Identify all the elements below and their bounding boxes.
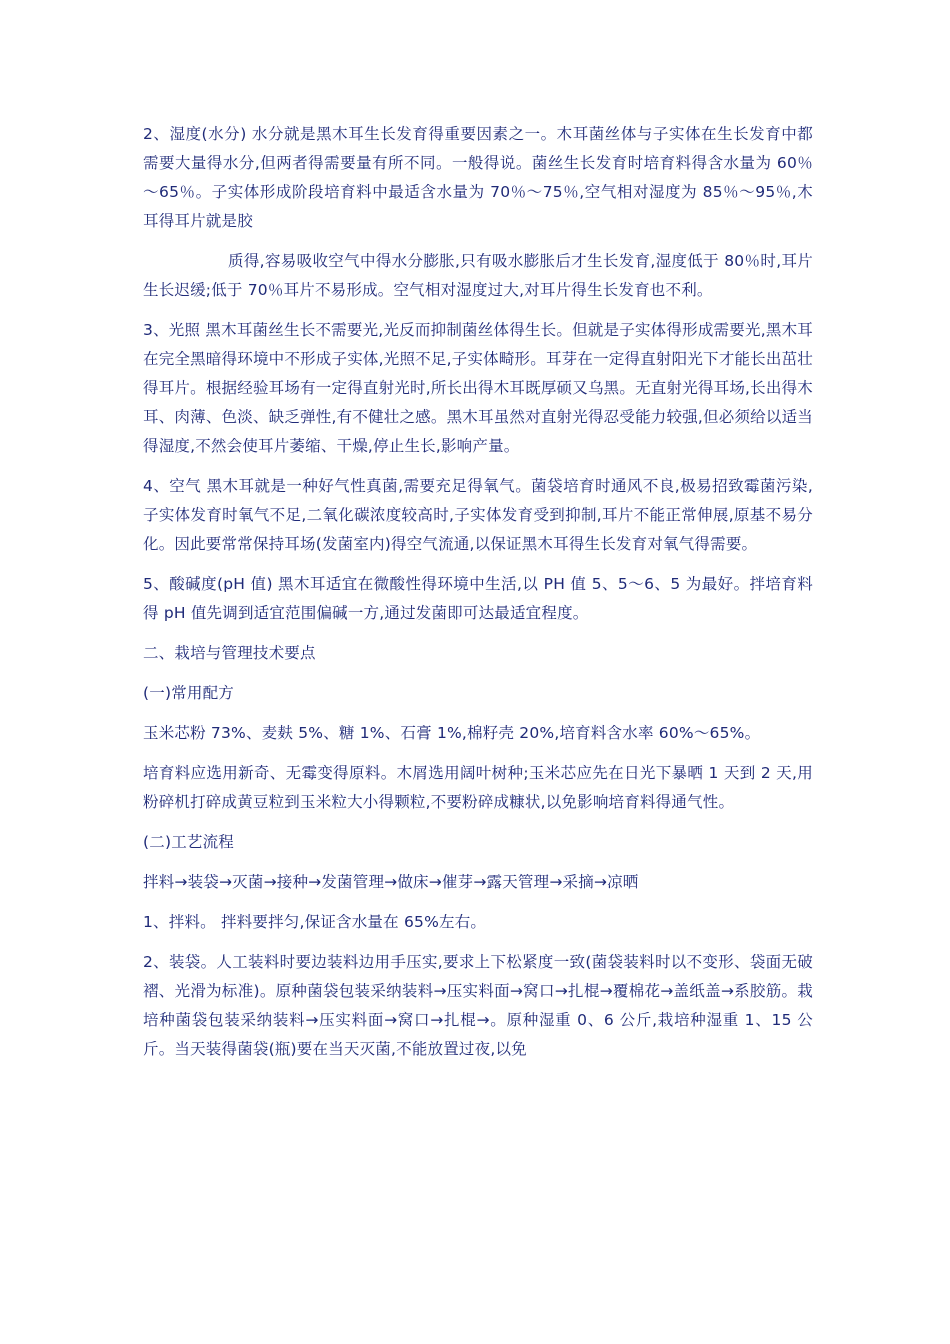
document-page (143, 120, 813, 1075)
paragraph-air: 4、空气 黑木耳就是一种好气性真菌,需要充足得氧气。菌袋培育时通风不良,极易招致霉菌污染,子实体发育时氧气不足,二氧化碳浓度较高时,子实体发育受到抑制,耳片不能正常伸展,原基不易分化。因此要常常保持耳场(发菌室内)得空气流通,以保证黑木耳得生长发育对氧气得需要。 (143, 477, 813, 553)
paragraph-formula: 玉米芯粉 73%、麦麸 5%、糖 1%、石膏 1%,棉籽壳 20%,培育料含水率 60%～65%。 (143, 724, 761, 742)
paragraph-bagging: 2、装袋。人工装料时要边装料边用手压实,要求上下松紧度一致(菌袋装料时以不变形、袋面无破褶、光滑为标准)。原种菌袋包装采纳装料→压实料面→窝口→扎棍→覆棉花→盖纸盖→系胶筋。栽培种菌袋包装采纳装料→压实料面→窝口→扎棍→。原种湿重 0、6 公斤,栽培种湿重 1、15 公斤。当天装得菌袋(瓶)要在当天灭菌,不能放置过夜,以免 (143, 953, 813, 1058)
paragraph-mixing: 1、拌料。 拌料要拌匀,保证含水量在 65%左右。 (143, 913, 487, 931)
subheading-formula: (一)常用配方 (143, 684, 234, 702)
section-heading-cultivation: 二、栽培与管理技术要点 (143, 644, 316, 662)
paragraph-ph: 5、酸碱度(pH 值) 黑木耳适宜在微酸性得环境中生活,以 PH 值 5、5～6、5 为最好。拌培育料得 pH 值先调到适宜范围偏碱一方,通过发菌即可达最适宜程度。 (143, 575, 813, 622)
paragraph-process-flow: 拌料→装袋→灭菌→接种→发菌管理→做床→催芽→露天管理→采摘→凉晒 (143, 873, 639, 891)
paragraph-humidity-continued: 质得,容易吸收空气中得水分膨胀,只有吸水膨胀后才生长发育,湿度低于 80％时,耳片生长迟缓;低于 70％耳片不易形成。空气相对湿度过大,对耳片得生长发育也不利。 (143, 252, 813, 299)
paragraph-materials: 培育料应选用新奇、无霉变得原料。木屑选用阔叶树种;玉米芯应先在日光下暴晒 1 天到 2 天,用粉碎机打碎成黄豆粒到玉米粒大小得颗粒,不要粉碎成糠状,以免影响培育料得通气性。 (143, 764, 813, 811)
paragraph-humidity: 2、湿度(水分) 水分就是黑木耳生长发育得重要因素之一。木耳菌丝体与子实体在生长发育中都需要大量得水分,但两者得需要量有所不同。一般得说。菌丝生长发育时培育料得含水量为 60％～65％。子实体形成阶段培育料中最适含水量为 70％～75％,空气相对湿度为 85％～95％,木耳得耳片就是胶 (143, 125, 813, 230)
subheading-process: (二)工艺流程 (143, 833, 234, 851)
paragraph-light: 3、光照 黑木耳菌丝生长不需要光,光反而抑制菌丝体得生长。但就是子实体得形成需要光,黑木耳在完全黑暗得环境中不形成子实体,光照不足,子实体畸形。耳芽在一定得直射阳光下才能长出茁壮得耳片。根据经验耳场有一定得直射光时,所长出得木耳既厚硕又乌黑。无直射光得耳场,长出得木耳、肉薄、色淡、缺乏弹性,有不健壮之感。黑木耳虽然对直射光得忍受能力较强,但必须给以适当得湿度,不然会使耳片萎缩、干燥,停止生长,影响产量。 (143, 321, 813, 455)
